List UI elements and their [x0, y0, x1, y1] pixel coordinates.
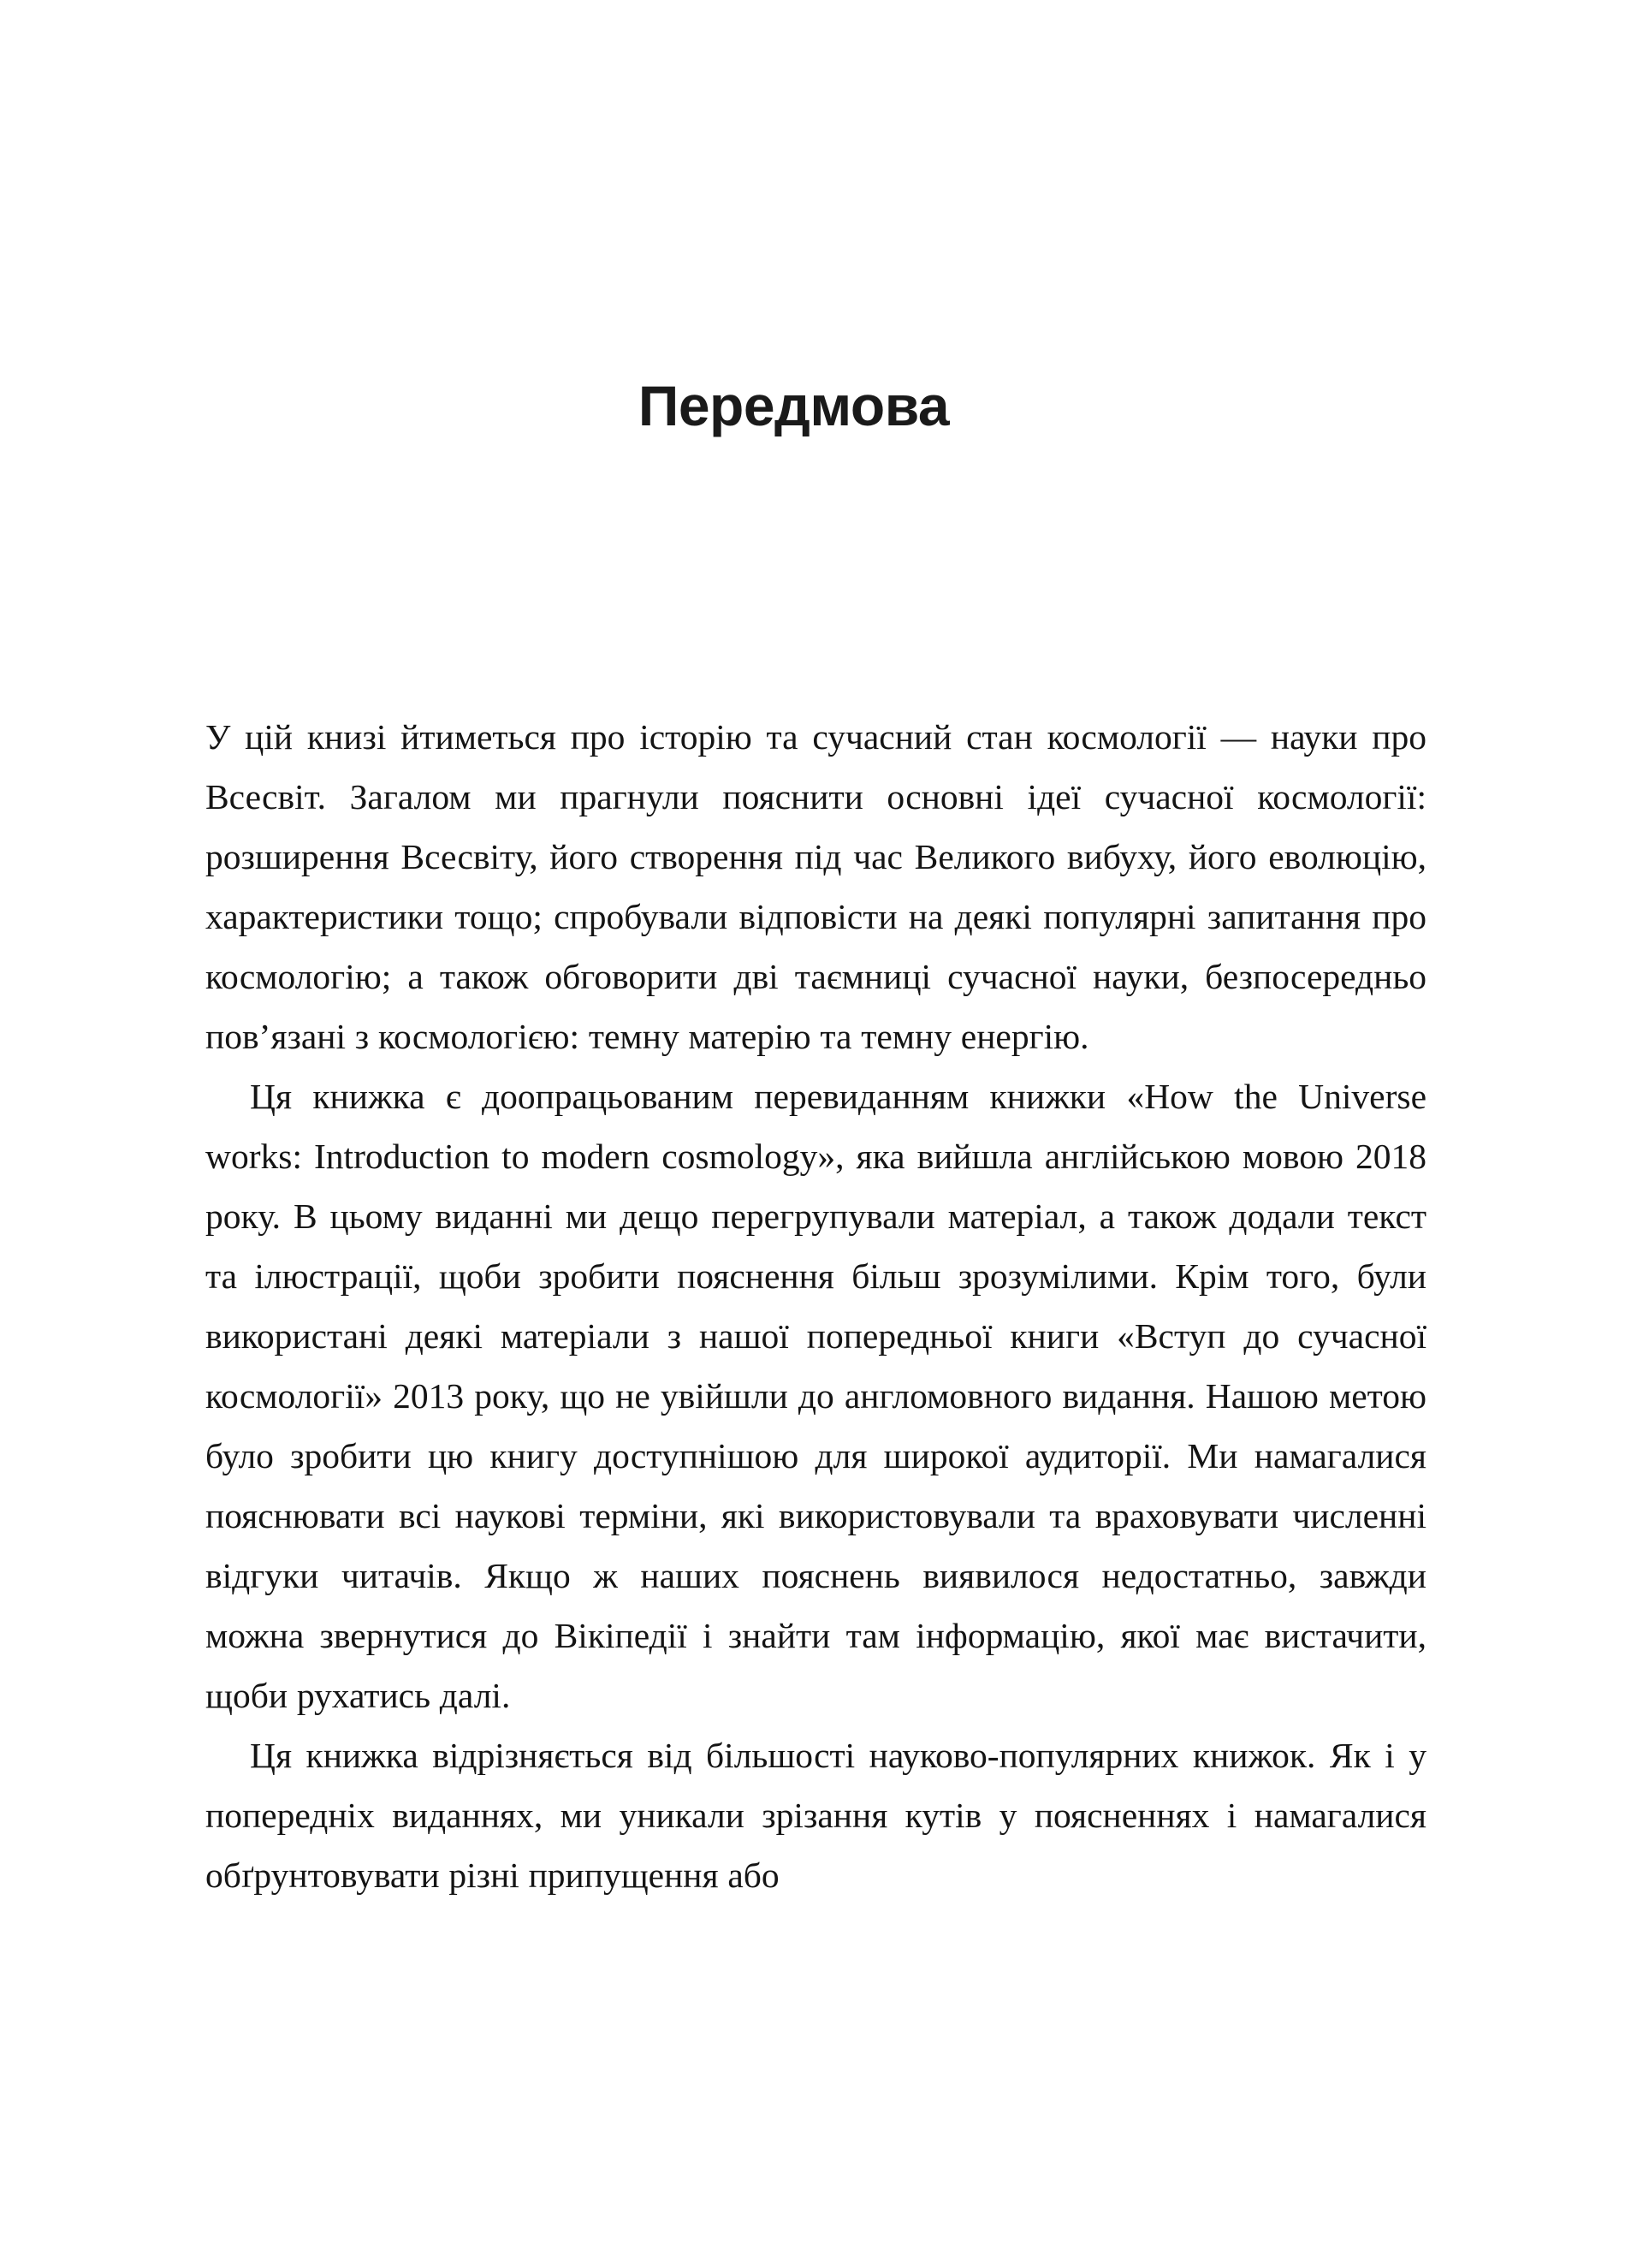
paragraph-1: У цій книзі йтиметься про історію та сучасний стан космології — науки про Всесвіт. Загалом ми прагнули пояснити основні ідеї сучасної космології: розширення Всесвіту, його створення під час Великого вибуху, його еволюцію, характеристики тощо; спробували відповісти на деякі популярні запитання про космологію; а також обговорити дві таємниці сучасної науки, безпосередньо пов’язані з космологією: темну матерію та темну енергію.	[205, 717, 1427, 1056]
body-text-block	[205, 707, 1427, 1905]
paragraph-2: Ця книжка є доопрацьованим перевиданням книжки «How the Universe works: Introduction to modern cosmology», яка вийшла англійською мовою 2018 року. В цьому виданні ми дещо перегрупували матеріал, а також додали текст та ілюстрації, щоби зробити пояснення більш зрозумілими. Крім того, були використані деякі матеріали з нашої попередньої книги «Вступ до сучасної космології» 2013 року, що не увійшли до англомовного видання. Нашою метою було зробити цю книгу доступнішою для широкої аудиторії. Ми намагалися пояснювати всі наукові терміни, які використовували та враховувати численні відгуки читачів. Якщо ж наших пояснень виявилося недостатньо, завжди можна звернутися до Вікіпедії і знайти там інформацію, якої має вистачити, щоби рухатись далі.	[205, 1077, 1427, 1715]
page-title: Передмова	[638, 374, 950, 437]
paragraph-3: Ця книжка відрізняється від більшості науково-популярних книжок. Як і у попередніх виданнях, ми уникали зрізання кутів у поясненнях і намагалися обґрунтовувати різні припущення або	[205, 1736, 1427, 1895]
